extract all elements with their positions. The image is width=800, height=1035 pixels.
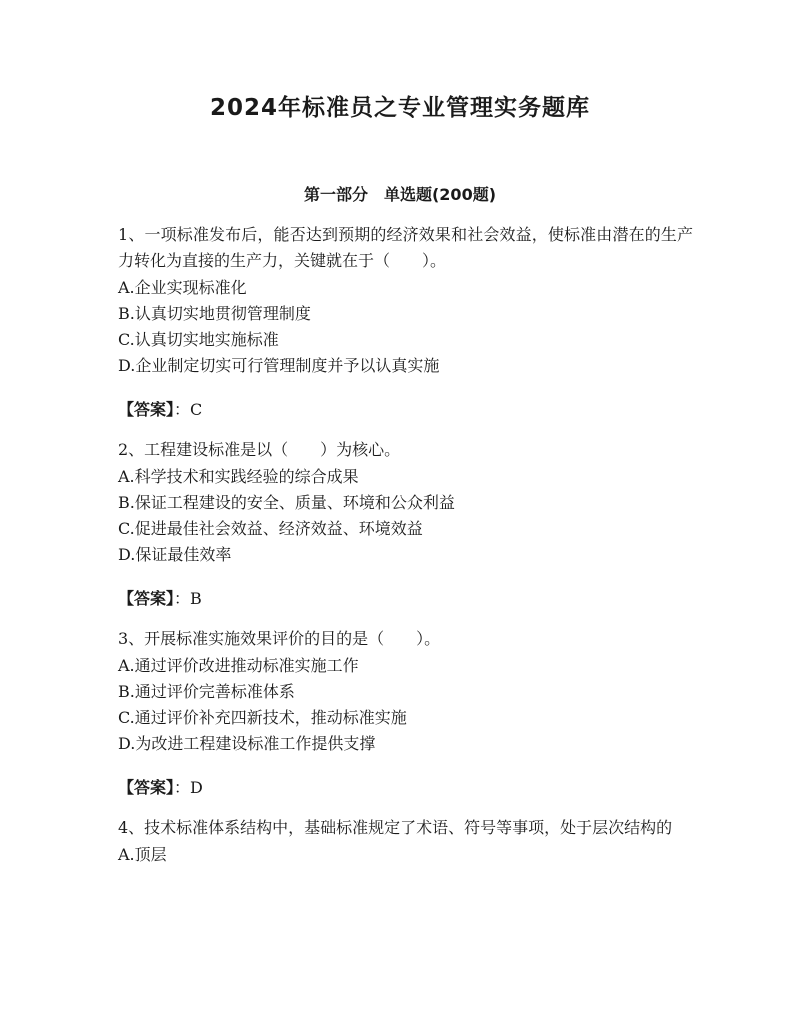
option-a: A.科学技术和实践经验的综合成果 bbox=[118, 467, 359, 486]
answer-separator: ： bbox=[174, 400, 191, 419]
answer-label: 【答案】 bbox=[118, 778, 175, 797]
option-d: D.为改进工程建设标准工作提供支撑 bbox=[118, 734, 376, 753]
answer-line bbox=[118, 586, 693, 612]
option-c: C.促进最佳社会效益、经济效益、环境效益 bbox=[118, 519, 423, 538]
answer-separator: ： bbox=[174, 589, 191, 608]
answer-value: C bbox=[190, 400, 203, 419]
option-d: D.企业制定切实可行管理制度并予以认真实施 bbox=[118, 356, 440, 375]
option-a: A.企业实现标准化 bbox=[118, 278, 247, 297]
question-item bbox=[118, 815, 693, 868]
question-list bbox=[118, 222, 693, 868]
question-text: 3、开展标准实施效果评价的目的是（ ）。 bbox=[118, 629, 441, 648]
option-c: C.通过评价补充四新技术，推动标准实施 bbox=[118, 708, 407, 727]
option-b: B.保证工程建设的安全、质量、环境和公众利益 bbox=[118, 493, 455, 512]
answer-line bbox=[118, 397, 693, 423]
answer-value: B bbox=[190, 589, 202, 608]
option-c: C.认真切实地实施标准 bbox=[118, 330, 279, 349]
answer-separator: ： bbox=[174, 778, 191, 797]
option-a: A.顶层 bbox=[118, 845, 167, 864]
option-b: B.通过评价完善标准体系 bbox=[118, 682, 295, 701]
document-title: 2024年标准员之专业管理实务题库 bbox=[209, 95, 590, 121]
question-item bbox=[118, 626, 693, 801]
answer-value: D bbox=[190, 778, 203, 797]
option-d: D.保证最佳效率 bbox=[118, 545, 232, 564]
answer-line bbox=[118, 775, 693, 801]
question-item bbox=[118, 222, 693, 423]
question-text: 2、工程建设标准是以（ ）为核心。 bbox=[118, 440, 401, 459]
answer-label: 【答案】 bbox=[118, 400, 175, 419]
section-heading: 第一部分 单选题(200题) bbox=[303, 185, 497, 204]
question-text: 1、一项标准发布后，能否达到预期的经济效果和社会效益，使标准由潜在的生产力转化为直接的生产力，关键就在于（ ）。 bbox=[118, 225, 693, 270]
question-text: 4、技术标准体系结构中，基础标准规定了术语、符号等事项，处于层次结构的 bbox=[118, 818, 673, 837]
answer-label: 【答案】 bbox=[118, 589, 175, 608]
option-b: B.认真切实地贯彻管理制度 bbox=[118, 304, 311, 323]
option-a: A.通过评价改进推动标准实施工作 bbox=[118, 656, 359, 675]
question-item bbox=[118, 437, 693, 612]
